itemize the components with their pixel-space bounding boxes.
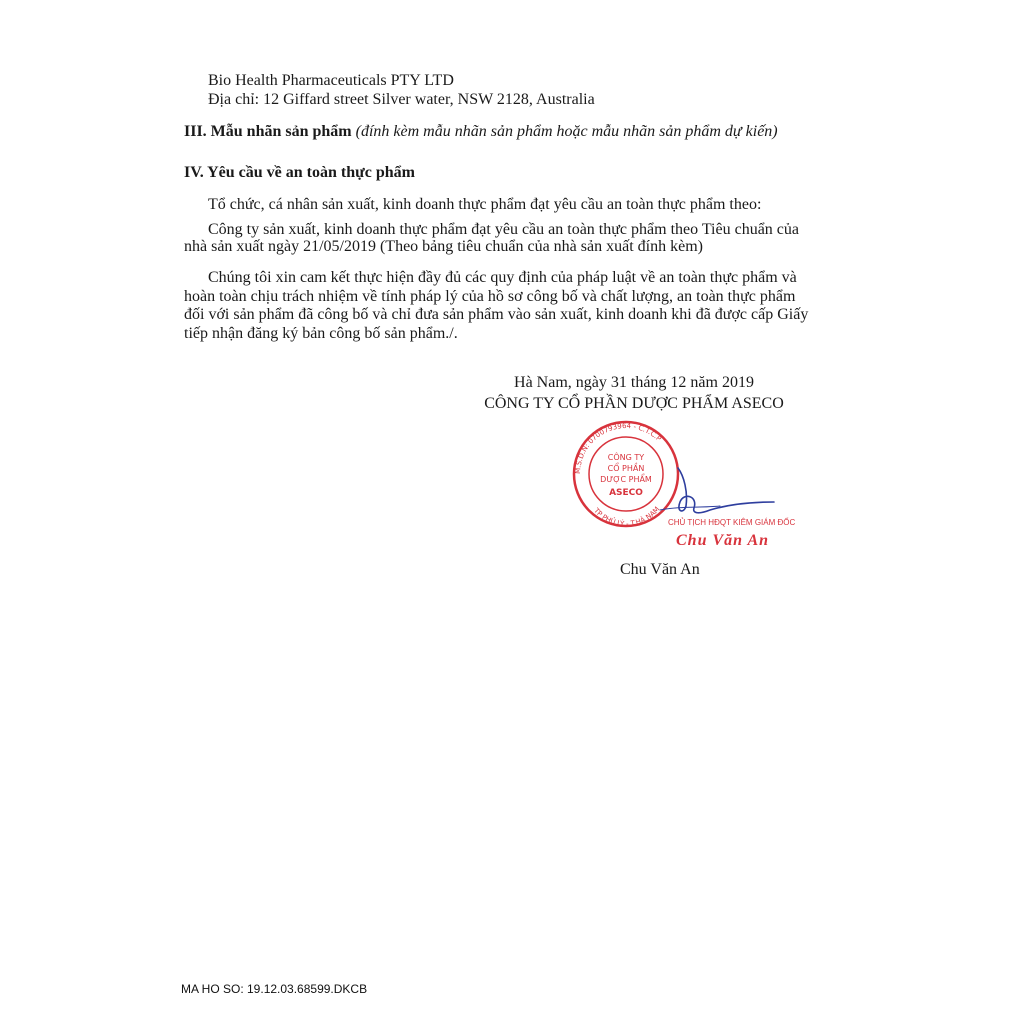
script-name-stamp: Chu Văn An [676, 532, 770, 549]
section4-paragraph-1: Tổ chức, cá nhân sản xuất, kinh doanh thực phẩm đạt yêu cầu an toàn thực phẩm theo: [208, 196, 762, 213]
stamp-line-2: CỔ PHẦN [607, 464, 645, 473]
stamp-line-3: DƯỢC PHẨM [600, 475, 652, 484]
section3-heading: III. Mẫu nhãn sản phẩm [184, 123, 352, 140]
stamp-line-4: ASECO [609, 488, 643, 498]
signer-name: Chu Văn An [620, 561, 700, 578]
stamp-ring-text: M.S.D.N: 0700793964 - C.T.C.P [573, 421, 663, 475]
section4-heading: IV. Yêu cầu về an toàn thực phẩm [184, 164, 415, 181]
section4-paragraph-2-line-2: nhà sản xuất ngày 21/05/2019 (Theo bảng tiêu chuẩn của nhà sản xuất đính kèm) [184, 238, 703, 255]
company-name: CÔNG TY CỔ PHẦN DƯỢC PHẨM ASECO [484, 395, 784, 412]
stamp-line-1: CÔNG TY [607, 453, 645, 462]
section4-paragraph-2-line-1: Công ty sản xuất, kinh doanh thực phẩm đạt yêu cầu an toàn thực phẩm theo Tiêu chuẩn của [208, 221, 799, 238]
title-stamp: CHỦ TỊCH HĐQT KIÊM GIÁM ĐỐC [668, 518, 796, 527]
section4-paragraph-3-line-1: Chúng tôi xin cam kết thực hiện đầy đủ các quy định của pháp luật về an toàn thực phẩm và [208, 269, 797, 286]
document-code: MA HO SO: 19.12.03.68599.DKCB [181, 982, 368, 996]
section4-paragraph-3-line-2: hoàn toàn chịu trách nhiệm về tính pháp lý của hồ sơ công bố và chất lượng, an toàn thực phẩm [184, 288, 796, 305]
section4-paragraph-3-line-3: đối với sản phẩm đã công bố và chỉ đưa sản phẩm vào sản xuất, kinh doanh khi đã được cấp Giấy [184, 306, 809, 323]
section4-paragraph-3-line-4: tiếp nhận đăng ký bản công bố sản phẩm./. [184, 325, 458, 342]
stamp-ring-bottom-text: TP PHỦ LÝ - T.HÀ NAM [592, 505, 662, 529]
section3-line [184, 122, 778, 141]
handwritten-signature [640, 462, 780, 522]
supplier-name: Bio Health Pharmaceuticals PTY LTD [208, 72, 454, 89]
section3-note: (đính kèm mẫu nhãn sản phẩm hoặc mẫu nhãn sản phẩm dự kiến) [355, 123, 778, 140]
place-date: Hà Nam, ngày 31 tháng 12 năm 2019 [514, 374, 754, 391]
supplier-address: Địa chỉ: 12 Giffard street Silver water, NSW 2128, Australia [208, 91, 595, 108]
